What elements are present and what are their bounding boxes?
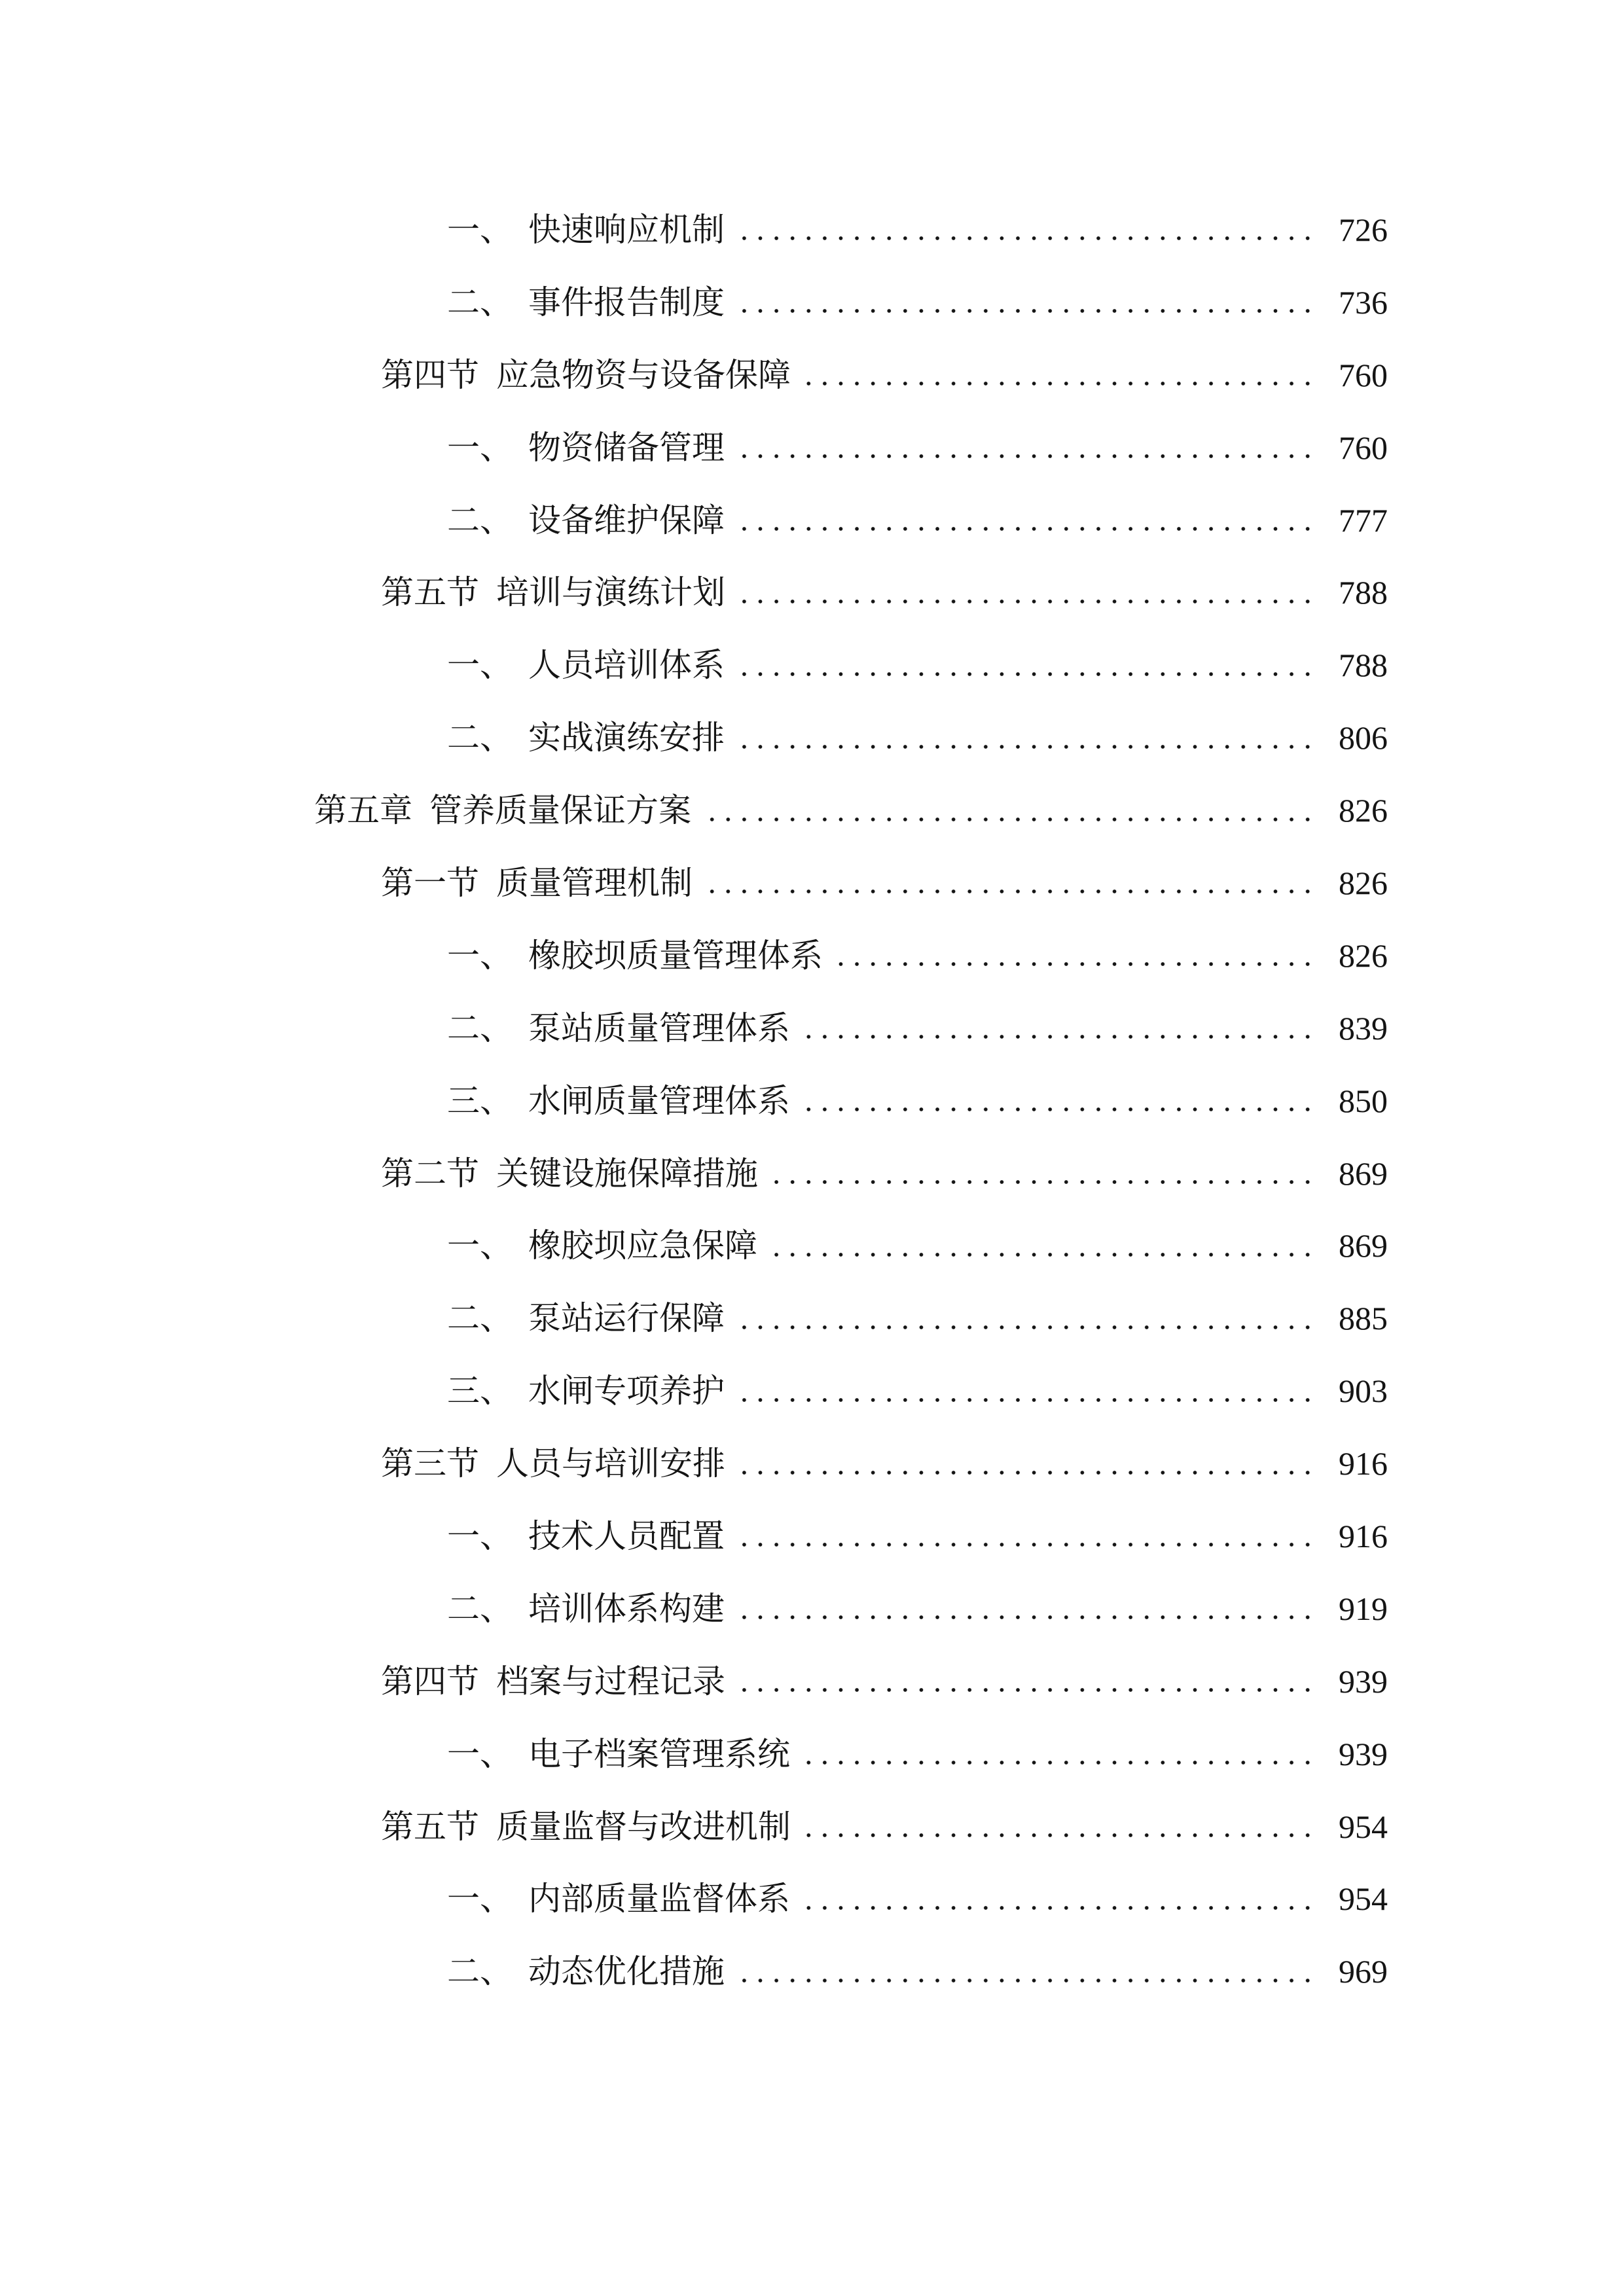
toc-entry-section [0, 1645, 1388, 1718]
toc-entry-title: 培训与演练计划 [496, 574, 725, 611]
toc-entry-page: 850 [1339, 1082, 1388, 1119]
table-of-contents [0, 194, 1388, 2008]
dot-leader [739, 454, 1316, 459]
toc-entry-title: 质量管理机制 [496, 865, 693, 902]
toc-entry-subsection [0, 1065, 1388, 1138]
toc-entry-number: 一、 [447, 211, 513, 248]
toc-entry-title: 质量监督与改进机制 [496, 1808, 791, 1845]
toc-entry-number: 一、 [447, 1880, 513, 1918]
toc-entry-subsection [0, 1210, 1388, 1282]
toc-entry-subsection [0, 1500, 1388, 1573]
toc-entry-subsection [0, 629, 1388, 702]
toc-entry-title: 管养质量保证方案 [429, 792, 691, 829]
dot-leader [739, 1978, 1316, 1983]
dot-leader [739, 1615, 1316, 1620]
toc-entry-section [0, 339, 1388, 412]
toc-entry-subsection [0, 412, 1388, 484]
dot-leader [739, 308, 1316, 314]
toc-entry-page: 826 [1339, 937, 1388, 974]
toc-entry-page: 760 [1339, 429, 1388, 466]
toc-entry-number: 一、 [447, 647, 513, 684]
toc-entry-number: 一、 [447, 429, 513, 466]
toc-entry-title: 快速响应机制 [528, 211, 725, 248]
toc-entry-number: 第二节 [381, 1155, 479, 1192]
toc-entry-title: 事件报告制度 [528, 283, 725, 321]
dot-leader [740, 599, 1316, 604]
dot-leader [739, 526, 1316, 531]
toc-entry-section [0, 847, 1388, 920]
toc-entry-title: 物资储备管理 [528, 429, 725, 466]
dot-leader [837, 961, 1316, 967]
toc-entry-title: 内部质量监督体系 [528, 1880, 790, 1918]
toc-entry-subsection [0, 920, 1388, 992]
toc-entry-title: 档案与过程记录 [496, 1662, 725, 1700]
toc-entry-page: 903 [1339, 1372, 1388, 1410]
toc-entry-number: 二、 [447, 1953, 513, 1990]
toc-entry-number: 二、 [447, 283, 513, 321]
toc-entry-number: 二、 [447, 719, 513, 757]
toc-entry-number: 第五节 [381, 574, 479, 611]
toc-entry-number: 三、 [447, 1082, 513, 1119]
toc-entry-title: 动态优化措施 [528, 1953, 725, 1990]
toc-entry-page: 885 [1339, 1300, 1388, 1337]
toc-entry-page: 869 [1339, 1227, 1388, 1265]
toc-entry-subsection [0, 1935, 1388, 2008]
toc-entry-page: 916 [1339, 1445, 1388, 1482]
toc-entry-chapter [0, 774, 1388, 847]
toc-entry-title: 人员培训体系 [528, 647, 725, 684]
toc-entry-page: 788 [1339, 647, 1388, 684]
toc-entry-page: 916 [1339, 1518, 1388, 1555]
toc-entry-number: 二、 [447, 1300, 513, 1337]
toc-entry-page: 939 [1339, 1662, 1388, 1700]
dot-leader [772, 1179, 1316, 1185]
toc-entry-page: 954 [1339, 1880, 1388, 1918]
toc-entry-number: 一、 [447, 937, 513, 974]
toc-entry-title: 橡胶坝质量管理体系 [528, 937, 823, 974]
toc-entry-number: 三、 [447, 1372, 513, 1410]
toc-entry-number: 第一节 [381, 865, 479, 902]
toc-entry-page: 954 [1339, 1808, 1388, 1845]
toc-entry-title: 实战演练安排 [528, 719, 725, 757]
toc-entry-number: 一、 [447, 1518, 513, 1555]
toc-entry-page: 939 [1339, 1735, 1388, 1772]
toc-entry-page: 919 [1339, 1590, 1388, 1627]
dot-leader [804, 1905, 1316, 1910]
toc-entry-page: 969 [1339, 1953, 1388, 1990]
toc-entry-section [0, 1791, 1388, 1863]
toc-entry-number: 第五章 [314, 792, 412, 829]
toc-entry-title: 水闸专项养护 [528, 1372, 725, 1410]
toc-entry-section [0, 556, 1388, 629]
toc-entry-number: 第四节 [381, 1662, 479, 1700]
toc-entry-page: 726 [1339, 211, 1388, 248]
toc-entry-subsection [0, 266, 1388, 339]
toc-entry-title: 橡胶坝应急保障 [528, 1227, 757, 1265]
toc-entry-title: 关键设施保障措施 [496, 1155, 758, 1192]
toc-entry-title: 泵站运行保障 [528, 1300, 725, 1337]
dot-leader [739, 1325, 1316, 1330]
toc-entry-title: 人员与培训安排 [496, 1445, 725, 1482]
toc-entry-number: 二、 [447, 501, 513, 539]
dot-leader [739, 1542, 1316, 1547]
toc-entry-page: 777 [1339, 501, 1388, 539]
toc-entry-title: 泵站质量管理体系 [528, 1009, 790, 1047]
toc-entry-number: 一、 [447, 1227, 513, 1265]
toc-entry-page: 839 [1339, 1009, 1388, 1047]
toc-entry-subsection [0, 1863, 1388, 1935]
toc-entry-number: 第四节 [381, 356, 479, 393]
toc-entry-page: 806 [1339, 719, 1388, 757]
toc-entry-subsection [0, 1718, 1388, 1791]
dot-leader [804, 1760, 1316, 1765]
dot-leader [706, 817, 1316, 822]
toc-entry-title: 水闸质量管理体系 [528, 1082, 790, 1119]
dot-leader [772, 1252, 1316, 1257]
toc-entry-page: 826 [1339, 865, 1388, 902]
toc-entry-subsection [0, 1282, 1388, 1355]
toc-entry-number: 二、 [447, 1009, 513, 1047]
toc-entry-number: 一、 [447, 1735, 513, 1772]
toc-entry-page: 826 [1339, 792, 1388, 829]
toc-entry-title: 电子档案管理系统 [528, 1735, 790, 1772]
toc-entry-number: 二、 [447, 1590, 513, 1627]
toc-entry-subsection [0, 1573, 1388, 1645]
toc-entry-page: 788 [1339, 574, 1388, 611]
toc-entry-title: 设备维护保障 [528, 501, 725, 539]
toc-entry-subsection [0, 1355, 1388, 1427]
toc-entry-number: 第五节 [381, 1808, 479, 1845]
toc-entry-subsection [0, 194, 1388, 266]
toc-entry-page: 869 [1339, 1155, 1388, 1192]
dot-leader [805, 1833, 1316, 1838]
toc-entry-title: 应急物资与设备保障 [496, 356, 791, 393]
dot-leader [805, 381, 1316, 386]
toc-entry-subsection [0, 702, 1388, 774]
dot-leader [804, 1034, 1316, 1039]
toc-entry-page: 760 [1339, 356, 1388, 393]
toc-entry-section [0, 1427, 1388, 1500]
dot-leader [707, 889, 1316, 894]
dot-leader [739, 236, 1316, 241]
dot-leader [739, 1397, 1316, 1403]
toc-entry-subsection [0, 484, 1388, 557]
toc-entry-number: 第三节 [381, 1445, 479, 1482]
toc-entry-section [0, 1138, 1388, 1210]
toc-entry-page: 736 [1339, 283, 1388, 321]
toc-entry-title: 培训体系构建 [528, 1590, 725, 1627]
dot-leader [740, 1687, 1316, 1693]
dot-leader [740, 1470, 1316, 1475]
dot-leader [804, 1107, 1316, 1112]
toc-entry-subsection [0, 992, 1388, 1065]
dot-leader [739, 744, 1316, 749]
dot-leader [739, 672, 1316, 677]
toc-entry-title: 技术人员配置 [528, 1518, 725, 1555]
